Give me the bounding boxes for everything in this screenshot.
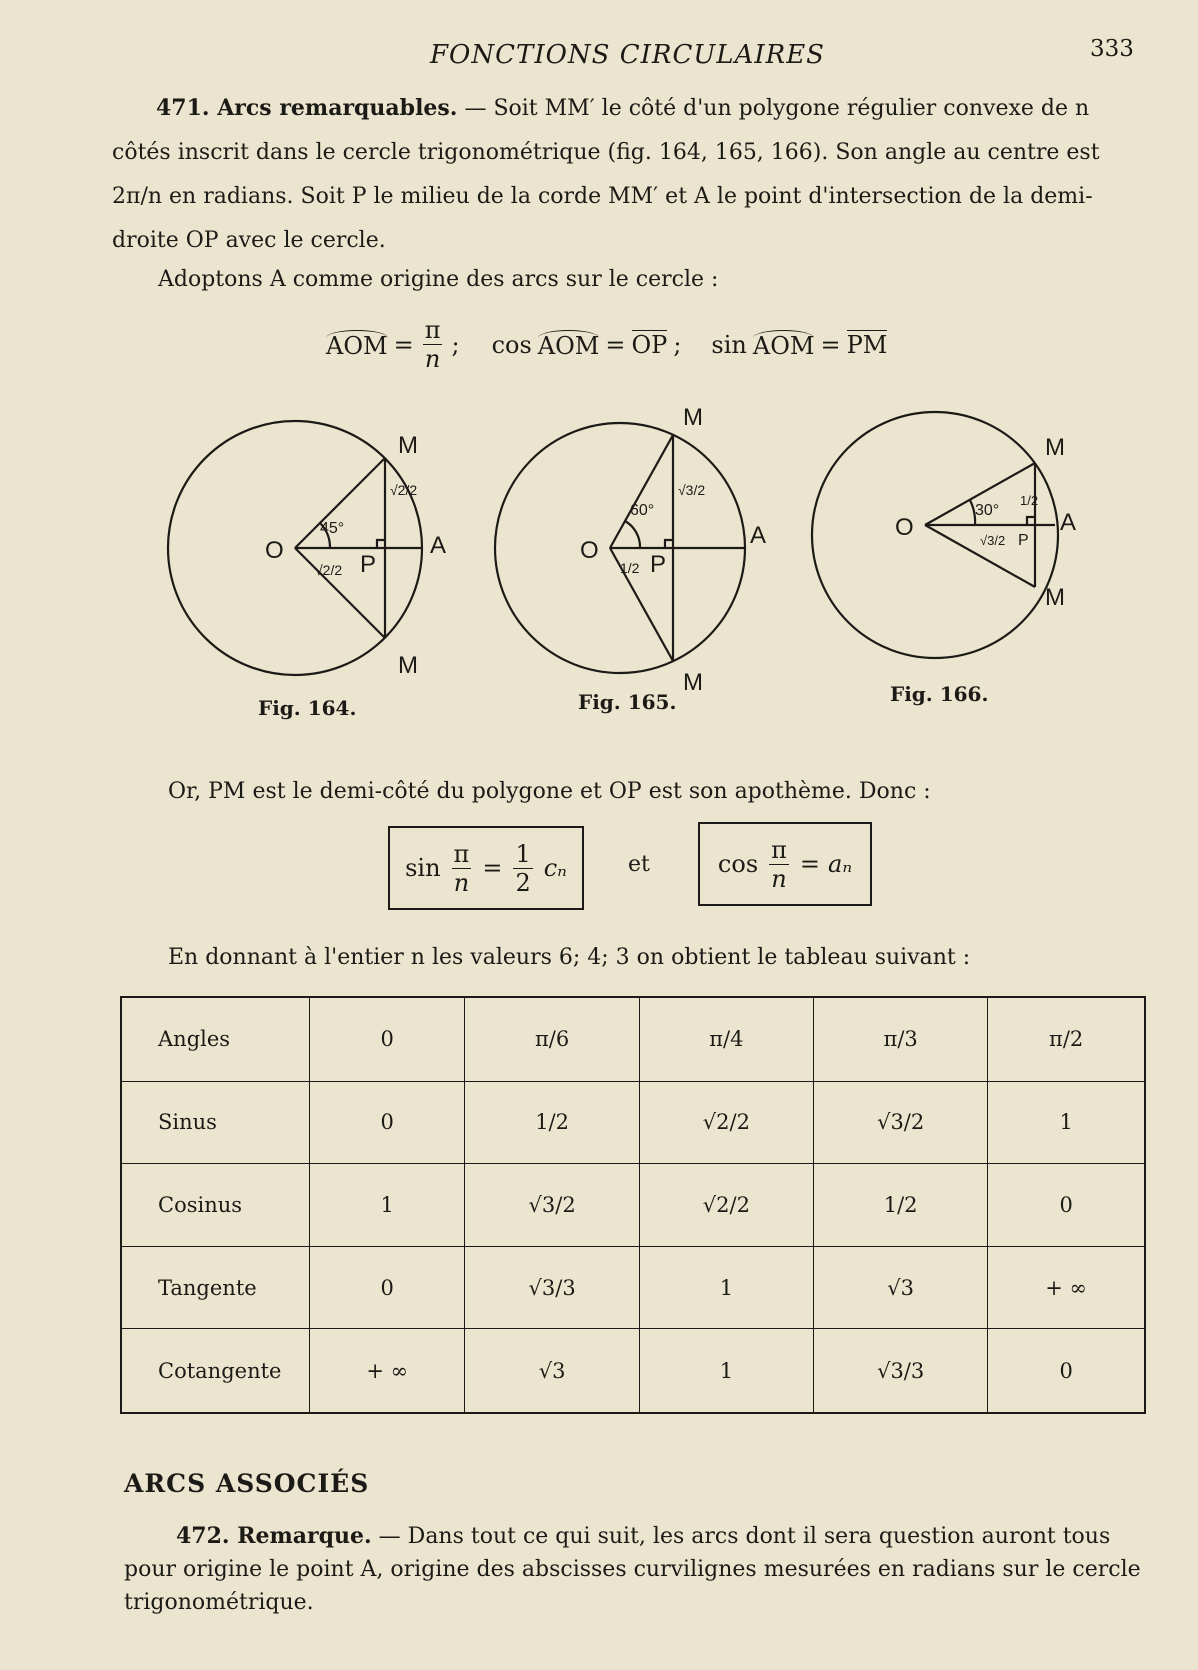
label-o-165: O — [580, 537, 599, 564]
table-cell: 0 — [310, 1081, 465, 1164]
numerator: 1 — [515, 839, 531, 868]
equals-sign: = — [482, 854, 503, 882]
numerator: π — [424, 316, 441, 344]
label-m-top-164: M — [398, 432, 418, 459]
segment-op: OP — [631, 331, 668, 359]
en-donnant-line: En donnant à l'entier n les valeurs 6; 4; 3 on obtient le tableau suivant : — [168, 945, 971, 970]
label-a-164: A — [430, 532, 447, 559]
row-label: Cosinus — [121, 1164, 310, 1247]
table-cell: + ∞ — [988, 1246, 1145, 1329]
an-term: aₙ — [828, 850, 853, 878]
angle-label-166: 30° — [975, 502, 1000, 519]
cn-term: cₙ — [543, 854, 567, 882]
equals-sign-cos: = — [605, 330, 626, 359]
label-m-top-166: M — [1045, 434, 1065, 461]
running-header-title: FONCTIONS CIRCULAIRES — [430, 40, 825, 70]
label-m-bottom-165: M — [683, 669, 703, 695]
paragraph-471 — [112, 86, 1142, 263]
separator-2: ; — [673, 330, 682, 359]
fraction-pi-n-box1 — [452, 839, 472, 897]
table-cell: √3 — [465, 1329, 639, 1413]
table-cell: 0 — [310, 1246, 465, 1329]
table-cell: π/3 — [814, 997, 988, 1081]
table-row — [121, 997, 1145, 1081]
table-cell: 1 — [639, 1329, 813, 1413]
label-m-bottom-164: M — [398, 652, 418, 679]
cos-label: cos — [491, 330, 532, 359]
table-cell: √2/2 — [639, 1081, 813, 1164]
label-p-165: P — [650, 551, 667, 578]
table-cell: 0 — [310, 997, 465, 1081]
table-row — [121, 1164, 1145, 1247]
table-cell: √3/2 — [465, 1164, 639, 1247]
arc-aom-sin: AOM — [752, 331, 815, 360]
section-number-471: 471. Arcs remarquables. — [156, 95, 458, 121]
row-label: Sinus — [121, 1081, 310, 1164]
or-line: Or, PM est le demi-côté du polygone et OP est son apothème. Donc : — [168, 779, 931, 804]
table-cell: 0 — [988, 1329, 1145, 1413]
denominator: n — [424, 345, 441, 373]
cos-label-166: √3/2 — [980, 533, 1006, 548]
segment-pm: PM — [846, 331, 888, 359]
label-o-164: O — [265, 537, 284, 564]
sin-label-165: √3/2 — [678, 482, 706, 498]
label-m-bottom-166: M — [1045, 584, 1065, 611]
separator: ; — [451, 330, 460, 359]
fig-caption-166: Fig. 166. — [890, 682, 989, 706]
sin-label: sin — [711, 330, 747, 359]
label-p-164: P — [360, 551, 377, 578]
sin-label-164: √2/2 — [390, 482, 418, 498]
page-number: 333 — [1090, 36, 1134, 62]
table-row — [121, 1246, 1145, 1329]
sin-label-166: 1/2 — [1020, 493, 1039, 508]
table-row — [121, 1329, 1145, 1413]
numerator: π — [771, 835, 787, 864]
label-a-165: A — [750, 522, 767, 549]
figures-164-166 — [150, 395, 1150, 695]
equals-sign-sin: = — [820, 330, 841, 359]
table-cell: + ∞ — [310, 1329, 465, 1413]
table-cell: 1/2 — [465, 1081, 639, 1164]
row-label: Tangente — [121, 1246, 310, 1329]
fraction-pi-n — [423, 318, 443, 371]
section-title-arcs-associes: ARCS ASSOCIÉS — [124, 1469, 370, 1498]
label-o-166: O — [895, 514, 914, 541]
fraction-pi-n-box2 — [769, 835, 789, 893]
table-cell: 1/2 — [814, 1164, 988, 1247]
equals-sign: = — [393, 330, 414, 359]
equals-sign: = — [799, 850, 821, 878]
label-a-166: A — [1060, 509, 1077, 536]
section-number-472: 472. Remarque. — [176, 1523, 372, 1549]
table-cell: √2/2 — [639, 1164, 813, 1247]
cos-word: cos — [717, 850, 759, 878]
row-label: Cotangente — [121, 1329, 310, 1413]
table-cell: 1 — [310, 1164, 465, 1247]
equation-arc-definitions — [326, 318, 887, 371]
table-cell: 0 — [988, 1164, 1145, 1247]
arc-aom-cos: AOM — [537, 331, 600, 360]
table-cell: √3 — [814, 1246, 988, 1329]
table-cell: √3/3 — [814, 1329, 988, 1413]
label-m-top-165: M — [683, 404, 703, 431]
adopt-line: Adoptons A comme origine des arcs sur le cercle : — [158, 267, 719, 292]
arc-aom: AOM — [326, 331, 388, 360]
trig-values-table — [120, 996, 1146, 1414]
sin-word: sin — [405, 854, 441, 882]
angle-label-164: 45° — [320, 520, 345, 537]
denominator: 2 — [515, 868, 531, 897]
formula-box-sin — [388, 826, 584, 910]
row-label: Angles — [121, 997, 310, 1081]
cos-label-164: √2/2 — [315, 562, 343, 578]
denominator: n — [453, 868, 470, 897]
fig-caption-165: Fig. 165. — [578, 690, 677, 714]
et-word: et — [628, 852, 650, 877]
numerator: π — [453, 839, 470, 868]
table-cell: π/2 — [988, 997, 1145, 1081]
fraction-one-half — [513, 839, 532, 897]
table-cell: √3/2 — [814, 1081, 988, 1164]
angle-label-165: 60° — [630, 502, 655, 519]
paragraph-472 — [124, 1520, 1154, 1619]
cos-label-165: 1/2 — [620, 560, 640, 576]
paragraph-471-text: — Soit MM′ le côté d'un polygone régulier convexe de n côtés inscrit dans le cercle trigonométrique (fig. 164, 165, 166). Son angle au centre est 2π/n en radians. Soit P le milieu de la corde MM′ et A le point d'intersection de la demi-droite OP avec le cercle. — [112, 96, 1100, 253]
table-cell: π/6 — [465, 997, 639, 1081]
label-p-166: P — [1018, 532, 1029, 549]
table-row — [121, 1081, 1145, 1164]
denominator: n — [771, 864, 787, 893]
table-cell: √3/3 — [465, 1246, 639, 1329]
table-cell: π/4 — [639, 997, 813, 1081]
formula-box-cos — [698, 822, 872, 906]
table-cell: 1 — [639, 1246, 813, 1329]
paragraph-472-text: — Dans tout ce qui suit, les arcs dont il sera question auront tous pour origine le point A, origine des abscisses curvilignes mesurées en radians sur le cercle trigonométrique. — [124, 1524, 1141, 1615]
table-cell: 1 — [988, 1081, 1145, 1164]
fig-caption-164: Fig. 164. — [258, 696, 357, 720]
